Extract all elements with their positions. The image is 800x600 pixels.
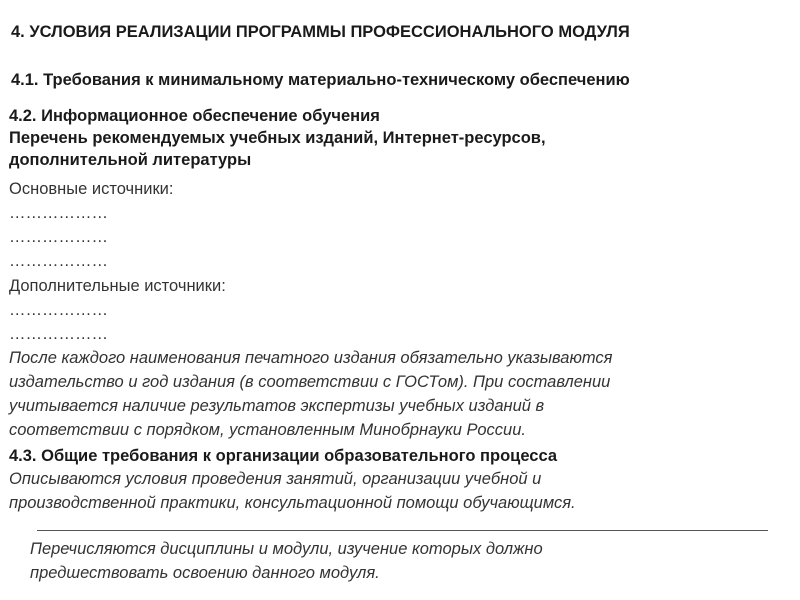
section-4-2-subheading-line2: дополнительной литературы — [9, 151, 252, 169]
footnote-line: Перечисляются дисциплины и модули, изучение которых должно — [30, 540, 543, 558]
section-4-2-note-line: издательство и год издания (в соответствии с ГОСТом). При составлении — [9, 373, 611, 391]
footnote-line: предшествовать освоению данного модуля. — [30, 564, 380, 582]
main-source-item: ……………… — [9, 252, 108, 270]
section-4-2-note-line: После каждого наименования печатного издания обязательно указываются — [9, 349, 613, 367]
main-sources-label: Основные источники: — [9, 180, 174, 198]
page-title: 4. УСЛОВИЯ РЕАЛИЗАЦИИ ПРОГРАММЫ ПРОФЕССИОНАЛЬНОГО МОДУЛЯ — [11, 23, 630, 41]
main-source-item: ……………… — [9, 228, 108, 246]
section-4-3-note-line: производственной практики, консультационной помощи обучающимся. — [9, 494, 576, 512]
additional-source-item: ……………… — [9, 325, 108, 343]
section-4-3-note-line: Описываются условия проведения занятий, организации учебной и — [9, 470, 542, 488]
section-4-2-note-line: учитывается наличие результатов экспертизы учебных изданий в — [9, 397, 545, 415]
footnote-separator — [37, 530, 768, 531]
section-4-2-heading: 4.2. Информационное обеспечение обучения — [9, 107, 380, 125]
additional-sources-label: Дополнительные источники: — [9, 277, 226, 295]
additional-source-item: ……………… — [9, 301, 108, 319]
section-4-2-note-line: соответствии с порядком, установленным Минобрнауки России. — [9, 421, 526, 439]
section-4-3-heading: 4.3. Общие требования к организации образовательного процесса — [9, 447, 558, 465]
section-4-1-heading: 4.1. Требования к минимальному материально-техническому обеспечению — [11, 71, 630, 89]
section-4-2-subheading-line1: Перечень рекомендуемых учебных изданий, Интернет-ресурсов, — [9, 129, 546, 147]
main-source-item: ……………… — [9, 204, 108, 222]
